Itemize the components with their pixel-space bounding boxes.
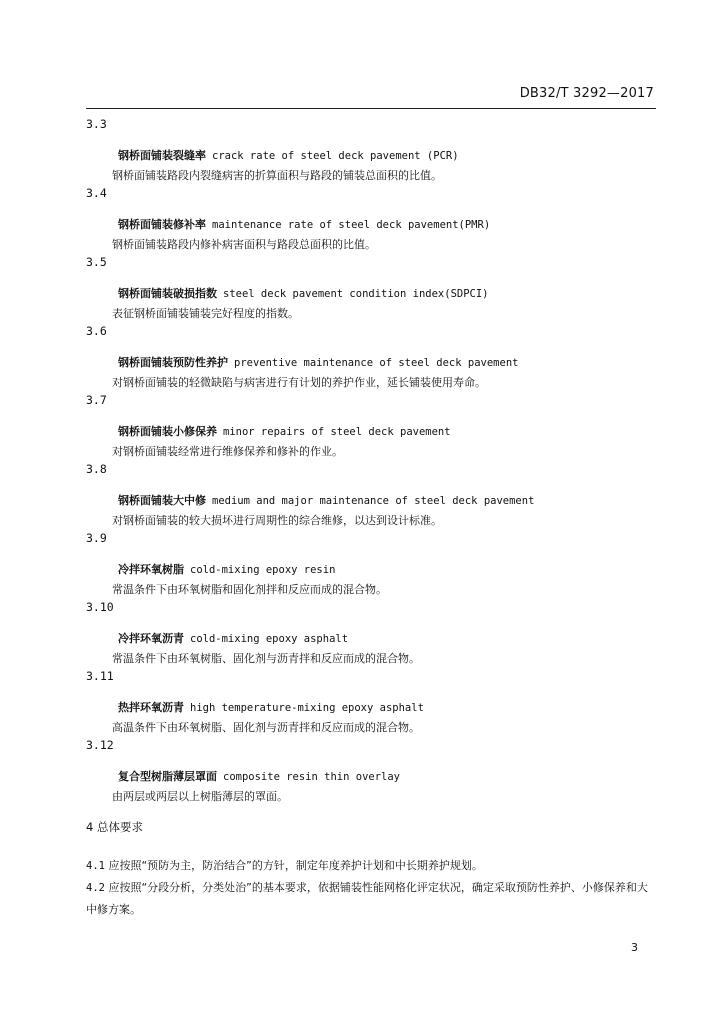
term-name-english: preventive maintenance of steel deck pavement [234,357,519,369]
term-entry [86,186,656,253]
term-entry [86,738,656,805]
term-name-english: composite resin thin overlay [223,771,401,783]
clause-number: 4.2 [86,882,105,894]
term-number: 3.8 [86,462,107,476]
page-content [86,117,656,920]
term-list [86,117,656,805]
term-name-english: minor repairs of steel deck pavement [223,426,451,438]
term-name-line [86,424,656,440]
term-name-chinese: 钢桥面铺装大中修 [118,494,206,507]
term-name-line [86,631,656,647]
clause-number: 4.1 [86,860,105,872]
term-name-line [86,217,656,233]
term-name-line [86,148,656,164]
term-name-chinese: 钢桥面铺装小修保养 [118,425,217,438]
term-definition: 钢桥面铺装路段内修补病害面积与路段总面积的比值。 [112,238,376,251]
term-name-line [86,769,656,785]
term-name-line [86,493,656,509]
term-name-chinese: 钢桥面铺装破损指数 [118,287,217,300]
term-definition: 常温条件下由环氧树脂和固化剂拌和反应而成的混合物。 [112,583,387,596]
term-entry [86,462,656,529]
term-number: 3.3 [86,117,107,131]
term-entry [86,600,656,667]
clause-list [86,855,656,920]
term-number: 3.11 [86,669,114,683]
term-definition: 常温条件下由环氧树脂、固化剂与沥青拌和反应而成的混合物。 [112,652,420,665]
term-name-chinese: 钢桥面铺装修补率 [118,218,206,231]
term-definition: 对钢桥面铺装的轻微缺陷与病害进行有计划的养护作业，延长铺装使用寿命。 [112,376,486,389]
clause-text: 应按照“分段分析，分类处治”的基本要求，依据铺装性能网格化评定状况，确定采取预防性养护、小修保养和大中修方案。 [86,881,648,916]
term-definition: 表征钢桥面铺装铺装完好程度的指数。 [112,307,299,320]
clause-paragraph [86,877,656,920]
term-name-english: crack rate of steel deck pavement (PCR) [212,150,459,162]
term-entry [86,393,656,460]
term-name-english: steel deck pavement condition index(SDPCI) [223,288,489,300]
term-entry [86,324,656,391]
term-name-chinese: 复合型树脂薄层罩面 [118,770,217,783]
clause-paragraph [86,855,656,877]
term-entry [86,117,656,184]
section-heading: 4 总体要求 [86,820,143,834]
term-entry [86,255,656,322]
term-number: 3.7 [86,393,107,407]
term-name-english: medium and major maintenance of steel deck pavement [212,495,535,507]
term-number: 3.12 [86,738,114,752]
term-name-english: high temperature-mixing epoxy asphalt [190,702,424,714]
term-name-chinese: 热拌环氧沥青 [118,701,184,714]
term-number: 3.6 [86,324,107,338]
term-entry [86,531,656,598]
term-name-chinese: 冷拌环氧沥青 [118,632,184,645]
term-definition: 由两层或两层以上树脂薄层的罩面。 [112,790,288,803]
term-number: 3.5 [86,255,107,269]
term-number: 3.10 [86,600,114,614]
term-name-chinese: 钢桥面铺装预防性养护 [118,356,228,369]
term-definition: 对钢桥面铺装经常进行维修保养和修补的作业。 [112,445,343,458]
term-definition: 对钢桥面铺装的较大损坏进行周期性的综合维修，以达到设计标准。 [112,514,442,527]
term-name-english: maintenance rate of steel deck pavement(PMR) [212,219,491,231]
term-definition: 钢桥面铺装路段内裂缝病害的折算面积与路段的铺装总面积的比值。 [112,169,442,182]
document-code: DB32/T 3292—2017 [519,86,654,101]
term-entry [86,669,656,736]
header-rule [86,108,656,109]
term-definition: 高温条件下由环氧树脂、固化剂与沥青拌和反应而成的混合物。 [112,721,420,734]
term-number: 3.9 [86,531,107,545]
page-number: 3 [631,941,638,954]
term-name-line [86,286,656,302]
term-name-line [86,355,656,371]
term-name-chinese: 冷拌环氧树脂 [118,563,184,576]
term-name-english: cold-mixing epoxy asphalt [190,633,349,645]
term-name-line [86,562,656,578]
term-number: 3.4 [86,186,107,200]
clause-text: 应按照“预防为主，防治结合”的方针，制定年度养护计划和中长期养护规划。 [108,859,483,872]
term-name-english: cold-mixing epoxy resin [190,564,336,576]
term-name-line [86,700,656,716]
term-name-chinese: 钢桥面铺装裂缝率 [118,149,206,162]
